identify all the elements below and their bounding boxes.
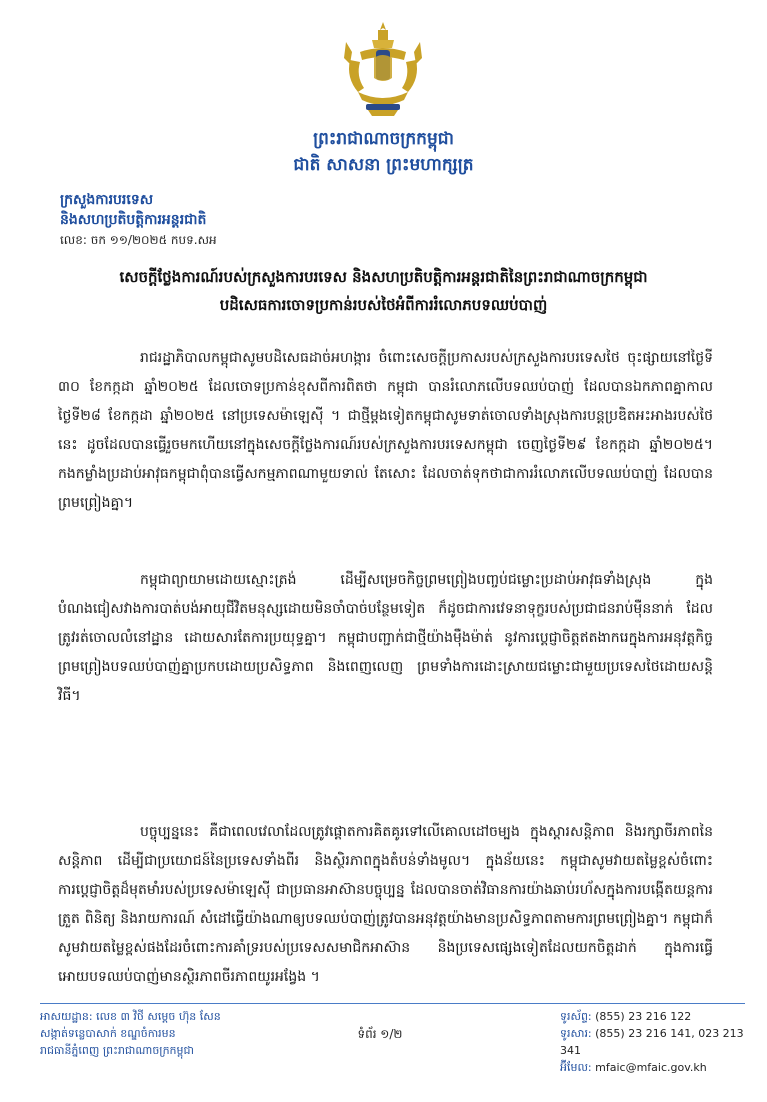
email-link[interactable]: mfaic@mfaic.gov.kh [595,1061,707,1074]
body-paragraph-3: បច្ចុប្បន្ននេះ គឺជាពេលវេលាដែលត្រូវផ្តោតការគិតគូរទៅលើគោលដៅចម្បង ក្នុងស្តារសន្តិភាព និងរក្សាចីរភាពនៃសន្តិភាព ដើម្បីជាប្រយោជន៍នៃប្រទេសទាំងពីរ និងស្ថិរភាពក្នុងតំបន់ទាំងមូល។ ក្នុងន័យនេះ កម្ពុជាសូមវាយតម្លៃខ្ពស់ចំពោះការប្តេជ្ញាចិត្តដ៏មុតមាំរបស់ប្រទេសម៉ាឡេស៊ី ជាប្រធានអាស៊ានបច្ចុប្បន្ន ដែលបានចាត់វិធានការយ៉ាងឆាប់រហ័សក្នុងការបង្កើតយន្តការត្រួត ពិនិត្យ និងរាយការណ៍ សំដៅធ្វើយ៉ាងណាឲ្យបទឈប់បាញ់ត្រូវបានអនុវត្តយ៉ាងមានប្រសិទ្ធភាពតាមការព្រមព្រៀងគ្នា។ កម្ពុជាក៏សូមវាយតម្លៃខ្ពស់ផងដែរចំពោះការគាំទ្ររបស់ប្រទេសសមាជិកអាស៊ាន និងប្រទេសផ្សេងទៀតដែលយកចិត្តដាក់ ក្នុងការធ្វើអោយបទឈប់បាញ់មានស្ថិរភាពចីរភាពយូរអង្វែង ។ [58,824,713,985]
fax-value: (855) 23 216 141, 023 213 341 [560,1027,744,1057]
ministry-name-line2: និងសហប្រតិបត្តិការអន្តរជាតិ [60,212,207,228]
page-number: ទំព័រ ១/២ [357,1027,403,1041]
document-title-line2: បដិសេធការចោទប្រកាន់របស់ថៃអំពីការរំលោភបទឈប់បាញ់ [219,296,548,314]
reference-number: លេខ: ចក ១១/២០២៥ កបទ.សអ [60,233,217,247]
body-paragraph-1: រាជរដ្ឋាភិបាលកម្ពុជាសូមបដិសេធដាច់អហង្ការ ចំពោះសេចក្តីប្រកាសរបស់ក្រសួងការបរទេសថៃ ចុះផ្សាយនៅថ្ងៃទី ៣០ ខែកក្កដា ឆ្នាំ២០២៥ ដែលចោទប្រកាន់ខុសពីការពិតថា កម្ពុជា បានរំលោភលើបទឈប់បាញ់ ដែលបានឯកភាពគ្នាកាលថ្ងៃទី២៨ ខែកក្កដា ឆ្នាំ២០២៥ នៅប្រទេសម៉ាឡេស៊ី ។ ជាថ្មីម្តងទៀតកម្ពុជាសូមទាត់ចោលទាំងស្រុងការបន្តប្រឌិតអះអាងរបស់ថៃនេះ ដូចដែលបានធ្វើរួចមកហើយនៅក្នុងសេចក្តីថ្លែងការណ៍របស់ក្រសួងការបរទេសកម្ពុជា ចេញថ្ងៃទី២៩ ខែកក្កដា ឆ្នាំ២០២៥។ កងកម្លាំងប្រដាប់អាវុធកម្ពុជាពុំបានធ្វើសកម្មភាពណាមួយទាល់ តែសោះ ដែលចាត់ទុកថាជាការរំលោភលើបទឈប់បាញ់ ដែលបានព្រមព្រៀងគ្នា។ [58,350,713,511]
royal-coat-of-arms-icon [338,18,428,118]
document-title-line1: សេចក្តីថ្លែងការណ៍របស់ក្រសួងការបរទេស និងសហប្រតិបត្តិការអន្តរជាតិនៃព្រះរាជាណាចក្រកម្ពុជា [119,268,648,286]
fax-label: ទូរសារ: [560,1027,592,1040]
address-line-2: សង្កាត់ទន្លេបាសាក់ ខណ្ឌចំការមន [40,1027,176,1040]
footer-contacts [560,1008,760,1076]
phone-value: (855) 23 216 122 [595,1010,692,1023]
footer-divider [40,1003,745,1004]
footer-address [40,1008,340,1059]
address-line-1: អាសយដ្ឋាន: លេខ ៣ វិថី សម្តេច ហ៊ុន សែន [40,1010,221,1023]
address-line-3: រាជធានីភ្នំពេញ ព្រះរាជាណាចក្រកម្ពុជា [40,1044,194,1057]
email-row [560,1059,760,1076]
email-label: អ៊ីមែល: [560,1061,592,1074]
national-motto: ជាតិ សាសនា ព្រះមហាក្សត្រ [293,155,474,175]
fax-row [560,1025,760,1059]
body-paragraph-2: កម្ពុជាព្យាយាមដោយស្មោះត្រង់ ដើម្បីសម្រេចកិច្ចព្រមព្រៀងបញ្ចប់ជម្លោះប្រដាប់អាវុធទាំងស្រុង ក្នុងបំណងជៀសវាងការបាត់បង់អាយុជីវិតមនុស្សដោយមិនចាំបាច់បន្ថែមទៀត ក៏ដូចជាការវេទនាទុក្ខរបស់ប្រជាជនរាប់ម៉ឺននាក់ ដែលត្រូវរត់ចោលលំនៅដ្ឋាន ដោយសារតែការប្រយុទ្ធគ្នា។ កម្ពុជាបញ្ជាក់ជាថ្មីយ៉ាងម៉ឺងម៉ាត់ នូវការប្តេជ្ញាចិត្តឥតងាករេក្នុងការអនុវត្តកិច្ចព្រមព្រៀងបទឈប់បាញ់គ្នាប្រកបដោយប្រសិទ្ធភាព និងពេញលេញ ព្រមទាំងការដោះស្រាយជម្លោះជាមួយប្រទេសថៃដោយសន្តិវិធី។ [58,572,713,704]
kingdom-name: ព្រះរាជាណាចក្រកម្ពុជា [313,129,454,149]
phone-label: ទូរស័ព្ទ: [560,1010,592,1023]
ministry-name-line1: ក្រសួងការបរទេស [60,192,154,208]
phone-row [560,1008,760,1025]
